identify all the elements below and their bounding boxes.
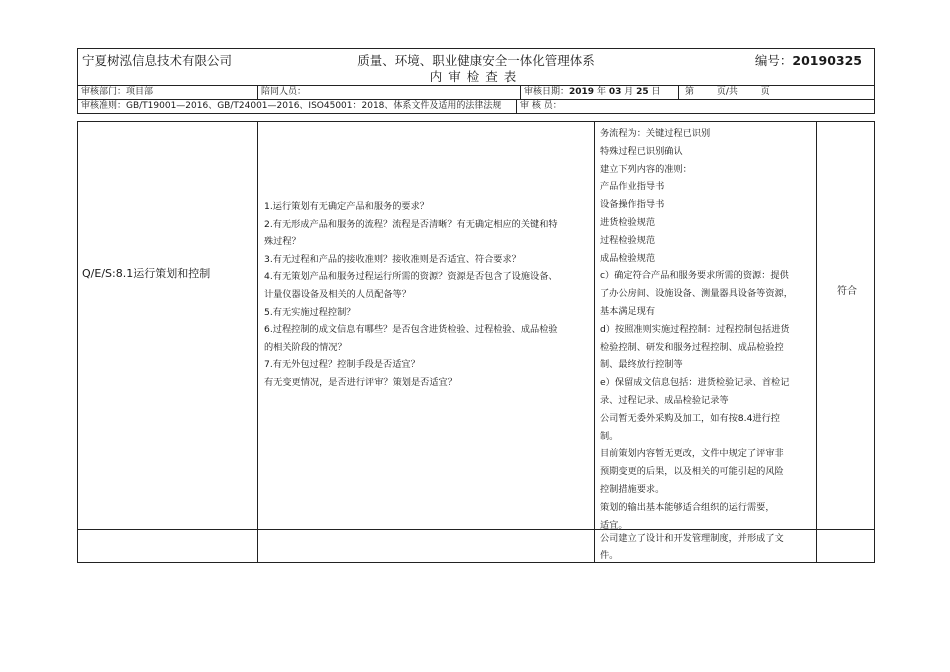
finding-line: e）保留成文信息包括：进货检验记录、首检记 <box>600 377 790 389</box>
doc-number <box>755 51 862 69</box>
question-line: 3.有无过程和产品的接收准则？接收准则是否适宜、符合要求？ <box>264 253 521 265</box>
finding-line: 检验控制、研发和服务过程控制、成品检验控 <box>600 341 784 353</box>
finding-line: d）按照准则实施过程控制：过程控制包括进货 <box>600 323 790 335</box>
day-unit: 日 <box>651 87 661 97</box>
verdict-cell: 符合 <box>837 286 857 297</box>
column-divider <box>257 122 258 562</box>
audit-date-day: 25 <box>636 87 649 97</box>
question-line: 计量仪器设备及相关的人员配备等？ <box>264 288 411 300</box>
finding-line: 策划的输出基本能够适合组织的运行需要， <box>600 501 775 513</box>
audit-date <box>521 86 679 99</box>
companion: 陪同人员： <box>258 86 521 99</box>
clause-cell: Q/E/S:8.1运行策划和控制 <box>82 267 211 280</box>
audit-dept: 审核部门：项目部 <box>78 86 258 99</box>
finding-line: c）确定符合产品和服务要求所需的资源：提供 <box>600 270 789 282</box>
audit-questions <box>264 198 594 392</box>
column-divider <box>816 122 817 562</box>
finding-line: 进货检验规范 <box>600 216 656 228</box>
column-divider <box>594 122 595 562</box>
finding-line: 录、过程记录、成品检验记录等 <box>600 394 729 406</box>
header-title-block <box>77 48 875 85</box>
question-line: 1.运行策划有无确定产品和服务的要求？ <box>264 201 429 212</box>
finding-line: 产品作业指导书 <box>600 181 665 193</box>
finding-line: 了办公房间、设施设备、测量器具设备等资源， <box>600 288 793 300</box>
finding-line: 件。 <box>600 550 619 561</box>
finding-line: 特殊过程已识别确认 <box>600 145 683 157</box>
question-line: 的相关阶段的情况？ <box>264 341 347 353</box>
question-line: 5.有无实施过程控制？ <box>264 306 356 318</box>
finding-line: 制、最终放行控制等 <box>600 359 683 371</box>
finding-line: 公司暂无委外采购及加工，如有按8.4进行控 <box>600 412 780 424</box>
finding-line: 预期变更的后果，以及相关的可能引起的风险 <box>600 466 784 478</box>
header-row-1 <box>77 85 875 99</box>
question-line: 有无变更情况，是否进行评审？策划是否适宜？ <box>264 376 457 388</box>
question-line: 7.有无外包过程？控制手段是否适宜？ <box>264 359 420 371</box>
finding-line: 适宜。 <box>600 519 628 531</box>
audit-findings <box>600 125 814 534</box>
auditor: 审 核 员： <box>520 101 562 111</box>
finding-line: 设备操作指导书 <box>600 199 665 211</box>
month-unit: 月 <box>624 87 634 97</box>
finding-line: 公司建立了设计和开发管理制度，并形成了文 <box>600 533 784 544</box>
finding-line: 建立下列内容的准则： <box>600 163 692 175</box>
company-name: 宁夏树泓信息技术有限公司 <box>82 53 233 68</box>
finding-line: 过程检验规范 <box>600 234 656 246</box>
question-line: 4.有无策划产品和服务过程运行所需的资源？资源是否包含了设施设备、 <box>264 271 558 283</box>
audit-date-year: 2019 <box>569 87 595 97</box>
question-line: 2.有无形成产品和服务的流程？流程是否清晰？有无确定相应的关键和特 <box>264 218 558 230</box>
question-line: 殊过程？ <box>264 236 301 248</box>
finding-line: 目前策划内容暂无更改，文件中规定了评审非 <box>600 448 784 460</box>
doc-number-label: 编号： <box>754 53 793 68</box>
finding-line: 控制措施要求。 <box>600 483 665 495</box>
header-row-2 <box>77 99 875 114</box>
form-header <box>77 48 875 114</box>
audit-findings-row-2 <box>600 530 814 564</box>
form-title: 质量、环境、职业健康安全一体化管理体系 <box>357 53 595 68</box>
audit-date-label: 审核日期： <box>524 87 570 97</box>
audit-criteria: 审核准则：GB/T19001—2016、GB/T24001—2016、ISO45001：2018、体系文件及适用的法律法规 <box>78 100 517 113</box>
finding-line: 务流程为：关键过程已识别 <box>600 128 711 139</box>
audit-date-month: 03 <box>608 87 622 97</box>
doc-number-value: 20190325 <box>792 53 862 68</box>
checklist-table <box>77 121 875 563</box>
page-count: 第 页/共 页 <box>685 87 770 97</box>
question-line: 6.过程控制的成文信息有哪些？是否包含进货检验、过程检验、成品检验 <box>264 324 558 336</box>
form-subtitle: 内审检查表 <box>429 69 523 84</box>
finding-line: 成品检验规范 <box>600 252 656 264</box>
finding-line: 制。 <box>600 430 619 442</box>
year-unit: 年 <box>596 87 606 97</box>
finding-line: 基本满足现有 <box>600 305 656 317</box>
